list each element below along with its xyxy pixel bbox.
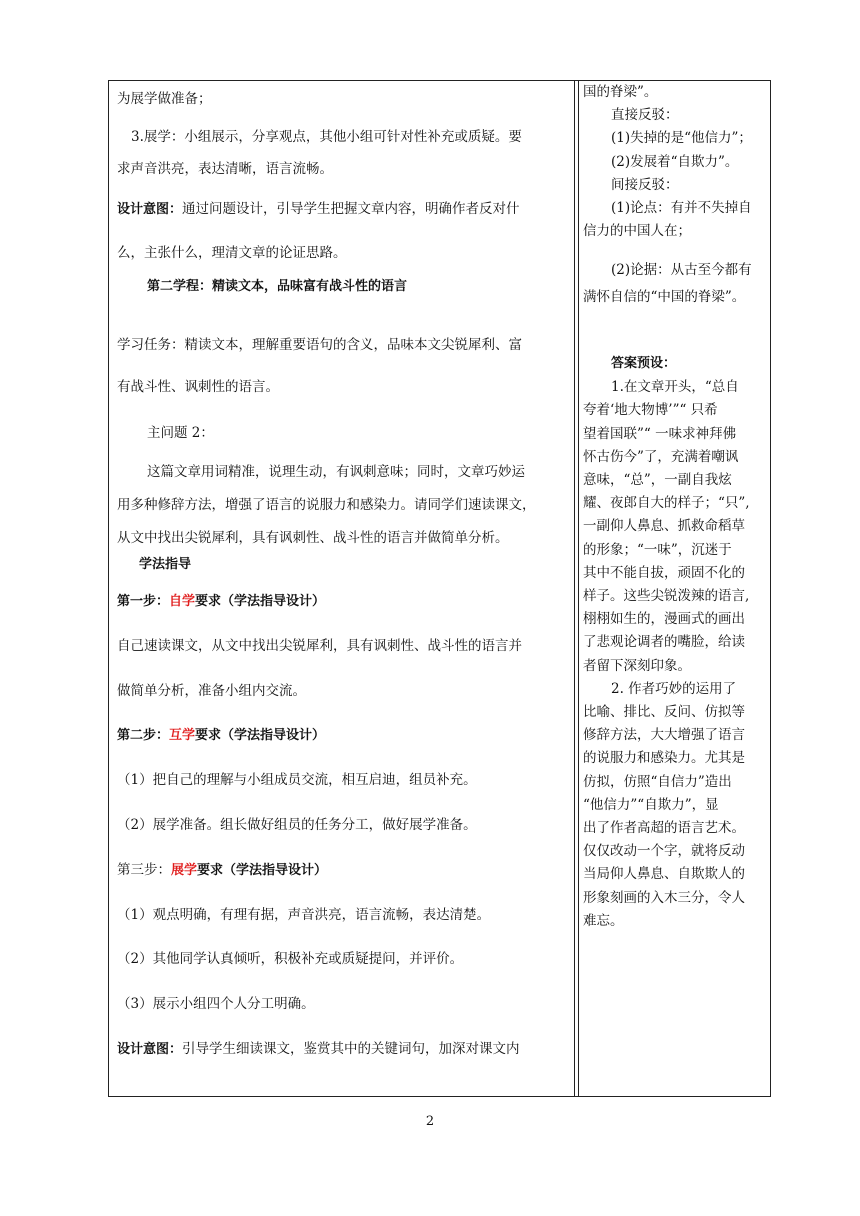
step-2-heading: 第二步：互学要求（学法指导设计） bbox=[117, 728, 326, 743]
left-line: 从文中找出尖锐犀利，具有讽刺性、战斗性的语言并做简单分析。 bbox=[117, 530, 509, 546]
right-line: 栩栩如生的，漫画式的画出 bbox=[583, 611, 745, 627]
right-line: 的说服力和感染力。尤其是 bbox=[583, 750, 745, 766]
lesson-table bbox=[108, 80, 771, 1097]
right-line: 的形象；“一味”，沉迷于 bbox=[583, 542, 732, 558]
right-line: 比喻、排比、反问、仿拟等 bbox=[583, 704, 745, 720]
right-line: 当局仰人鼻息、自欺欺人的 bbox=[583, 866, 745, 882]
right-line: 夸着‘地大物博’”“ 只希 bbox=[583, 402, 718, 418]
left-line: 自己速读课文，从文中找出尖锐犀利，具有讽刺性、战斗性的语言并 bbox=[117, 638, 522, 654]
right-line: (2)论据：从古至今都有 bbox=[611, 262, 752, 278]
right-line: “他信力”“自欺力”，显 bbox=[583, 797, 719, 813]
method-heading: 学法指导 bbox=[139, 557, 192, 572]
design-intent-1: 设计意图：通过问题设计，引导学生把握文章内容，明确作者反对什 bbox=[117, 201, 520, 217]
right-line: 仿拟，仿照“自信力”造出 bbox=[583, 774, 732, 790]
column-divider bbox=[574, 81, 575, 1096]
right-line: 出了作者高超的语言艺术。 bbox=[583, 820, 745, 836]
left-line: 这篇文章用词精准，说理生动，有讽刺意味；同时，文章巧妙运 bbox=[147, 464, 525, 480]
right-line: 形象刻画的入木三分，令人 bbox=[583, 890, 745, 906]
left-line: 主问题 2： bbox=[147, 425, 214, 441]
left-line: 有战斗性、讽刺性的语言。 bbox=[117, 379, 279, 395]
design-intent-label: 设计意图： bbox=[117, 202, 183, 217]
left-line: 3.展学：小组展示，分享观点，其他小组可针对性补充或质疑。要 bbox=[131, 129, 522, 145]
left-line: （2）展学准备。组长做好组员的任务分工，做好展学准备。 bbox=[117, 817, 477, 833]
left-line: （1）观点明确，有理有据，声音洪亮，语言流畅，表达清楚。 bbox=[117, 907, 491, 923]
right-line: 信力的中国人在； bbox=[583, 223, 691, 239]
left-line: （1）把自己的理解与小组成员交流，相互启迪，组员补充。 bbox=[117, 772, 477, 788]
right-line: 望着国联”“ 一味求神拜佛 bbox=[583, 426, 737, 442]
design-intent-label: 设计意图： bbox=[117, 1042, 183, 1057]
right-line: 一副仰人鼻息、抓救命稻草 bbox=[583, 518, 745, 534]
left-line: 做简单分析，准备小组内交流。 bbox=[117, 683, 306, 699]
right-line: 仅仅改动一个字，就将反动 bbox=[583, 843, 745, 859]
right-line: 了悲观论调者的嘴脸，给读 bbox=[583, 634, 745, 650]
step-3-heading: 第三步：展学要求（学法指导设计） bbox=[117, 862, 328, 878]
step-1-heading: 第一步：自学要求（学法指导设计） bbox=[117, 594, 326, 609]
right-line: 意味，“总”，一副自我炫 bbox=[583, 472, 732, 488]
right-line: 修辞方法，大大增强了语言 bbox=[583, 727, 745, 743]
right-line: 2. 作者巧妙的运用了 bbox=[611, 681, 737, 697]
answer-heading: 答案预设： bbox=[611, 356, 677, 371]
left-line: 为展学做准备； bbox=[117, 91, 212, 107]
left-line: （3）展示小组四个人分工明确。 bbox=[117, 996, 315, 1012]
right-line: 耀、夜郎自大的样子；“只”, bbox=[583, 495, 750, 511]
left-line: 么，主张什么，理清文章的论证思路。 bbox=[117, 245, 347, 261]
right-line: 者留下深刻印象。 bbox=[583, 658, 691, 674]
right-line: 国的脊梁”。 bbox=[583, 84, 658, 100]
column-divider bbox=[578, 81, 579, 1096]
page-number: 2 bbox=[425, 1114, 435, 1129]
left-line: 学习任务：精读文本，理解重要语句的含义，品味本文尖锐犀利、富 bbox=[117, 337, 522, 353]
right-line: (2)发展着“自欺力”。 bbox=[611, 154, 739, 170]
left-line: 求声音洪亮，表达清晰，语言流畅。 bbox=[117, 161, 333, 177]
section-title: 第二学程：精读文本，品味富有战斗性的语言 bbox=[147, 279, 408, 294]
design-intent-2: 设计意图：引导学生细读课文，鉴赏其中的关键词句，加深对课文内 bbox=[117, 1041, 520, 1057]
right-line: 其中不能自拔，顽固不化的 bbox=[583, 565, 745, 581]
right-line: 难忘。 bbox=[583, 913, 624, 929]
right-line: 直接反驳： bbox=[611, 107, 679, 123]
right-line: (1)失掉的是“他信力”； bbox=[611, 130, 752, 146]
right-line: 间接反驳： bbox=[611, 177, 679, 193]
right-line: 怀古伤今”了，充满着嘲讽 bbox=[583, 449, 739, 465]
right-line: 样子。这些尖锐泼辣的语言, bbox=[583, 588, 750, 604]
right-line: (1)论点：有并不失掉自 bbox=[611, 200, 752, 216]
left-line: 用多种修辞方法，增强了语言的说服力和感染力。请同学们速读课文， bbox=[117, 497, 536, 513]
left-line: （2）其他同学认真倾听，积极补充或质疑提问，并评价。 bbox=[117, 951, 464, 967]
right-line: 满怀自信的“中国的脊梁”。 bbox=[583, 289, 746, 305]
right-line: 1.在文章开头，“总自 bbox=[611, 379, 739, 395]
